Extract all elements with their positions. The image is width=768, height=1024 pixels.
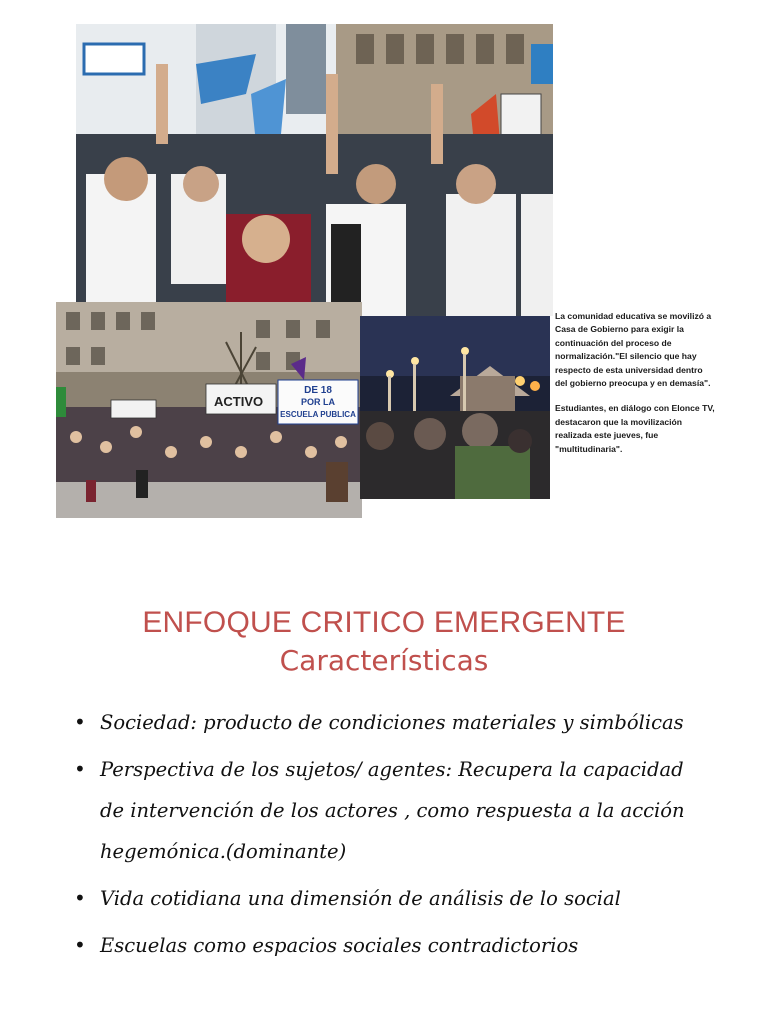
banner-escuela-line-1: DE 18 (304, 385, 332, 396)
banner-activo-text: ACTIVO (214, 394, 264, 409)
list-item-text: Sociedad: producto de condiciones materiales y simbólicas (100, 711, 684, 734)
photo-caption (555, 310, 715, 468)
page-title: ENFOQUE CRITICO EMERGENTE (142, 606, 626, 639)
banner-escuela-line-3: ESCUELA PUBLICA (280, 410, 356, 419)
protest-photo-street (56, 302, 362, 518)
torch-march-photo (360, 316, 550, 499)
list-item (70, 702, 710, 743)
list-item (70, 749, 710, 872)
bullet-icon: • (74, 933, 86, 957)
caption-paragraph-1: La comunidad educativa se movilizó a Casa de Gobierno para exigir la continuación del proceso de normalización."El silencio que hay respecto de esta universidad dentro del gobierno preocupa y en demasía". (555, 311, 712, 389)
list-item-text: Escuelas como espacios sociales contradictorios (100, 934, 579, 957)
bullet-icon: • (74, 757, 86, 781)
page-subtitle: Características (279, 644, 489, 677)
list-item-text: Vida cotidiana una dimensión de análisis de lo social (100, 887, 621, 910)
bullet-icon: • (74, 886, 86, 910)
caption-paragraph-2: Estudiantes, en diálogo con Elonce TV, destacaron que la movilización realizada este jueves, fue "multitudinaria". (555, 403, 715, 454)
protest-photo-top (76, 24, 553, 316)
characteristics-list (70, 702, 710, 972)
list-item (70, 925, 710, 966)
banner-escuela-line-2: POR LA (300, 397, 336, 407)
bullet-icon: • (74, 710, 86, 734)
list-item (70, 878, 710, 919)
list-item-text: Perspectiva de los sujetos/ agentes: Recupera la capacidad de intervención de los actores , como respuesta a la acción hegemónica.(dominante) (100, 758, 685, 863)
